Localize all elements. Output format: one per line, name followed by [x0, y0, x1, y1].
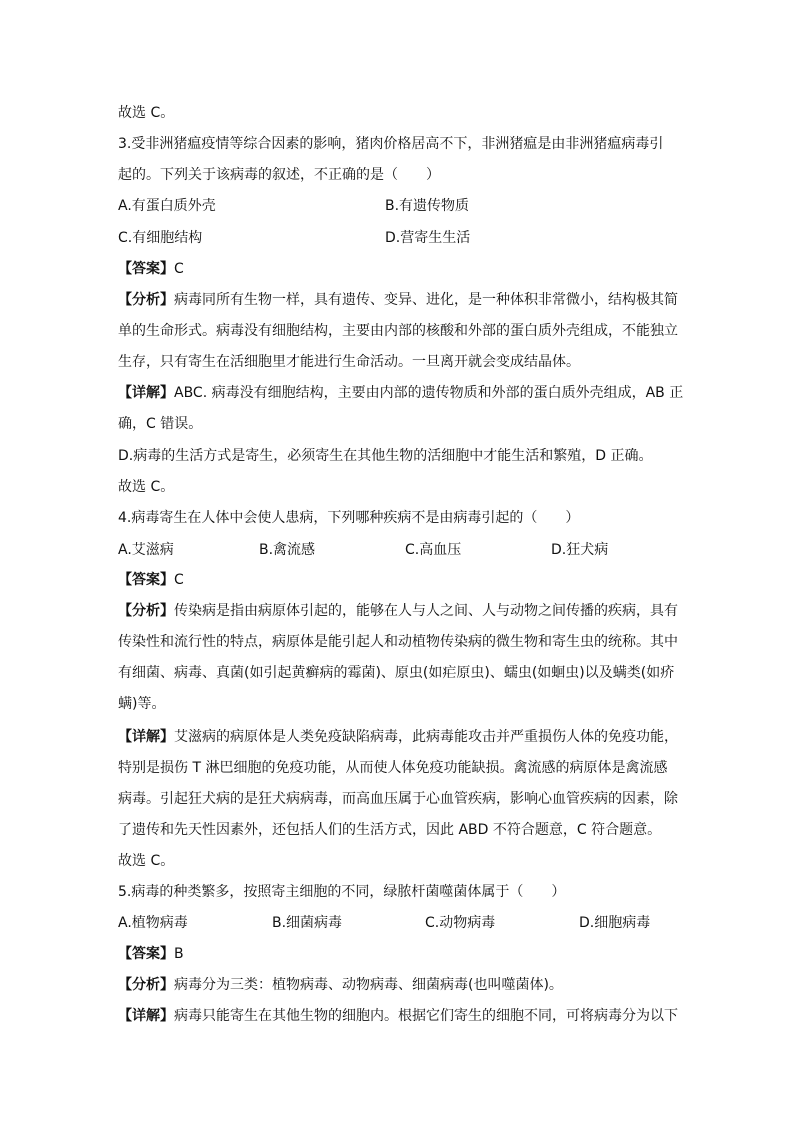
answer-tag: 【答案】 — [118, 572, 174, 588]
analysis-text: 病毒同所有生物一样，具有遗传、变异、进化，是一种体积非常微小，结构极其简 — [174, 292, 678, 308]
q5-option-c: C.动物病毒 — [425, 915, 496, 931]
q3-option-a: A.有蛋白质外壳 — [118, 198, 216, 214]
q5-detail-line1 — [118, 1006, 678, 1026]
detail-tag: 【详解】 — [118, 729, 174, 745]
detail-text: ABC. 病毒没有细胞结构，主要由内部的遗传物质和外部的蛋白质外壳组成，AB 正 — [174, 385, 684, 401]
q4-option-d: D.狂犬病 — [551, 542, 609, 558]
q4-detail-line3: 病毒。引起狂犬病的是狂犬病病毒，而高血压属于心血管疾病，影响心血管疾病的因素，除 — [118, 791, 678, 807]
q3-answer — [118, 259, 184, 279]
q5-stem-line1: 5.病毒的种类繁多，按照寄主细胞的不同，绿脓杆菌噬菌体属于（ ） — [118, 884, 566, 900]
q4-analysis-line2: 传染性和流行性的特点，病原体是能引起人和动植物传染病的微生物和寄生虫的统称。其中 — [118, 634, 678, 650]
answer-value: B — [174, 946, 184, 962]
q2-conclusion: 故选 C。 — [118, 105, 175, 121]
analysis-tag: 【分析】 — [118, 603, 174, 619]
q4-analysis-line4: 螨)等。 — [118, 696, 166, 712]
detail-text: 艾滋病的病原体是人类免疫缺陷病毒，此病毒能攻击并严重损伤人体的免疫功能， — [174, 729, 678, 745]
q3-detail-line1 — [118, 383, 683, 403]
answer-tag: 【答案】 — [118, 946, 174, 962]
q3-stem-line2: 起的。下列关于该病毒的叙述，不正确的是（ ） — [118, 167, 440, 183]
q4-option-c: C.高血压 — [405, 542, 462, 558]
q4-analysis-line1 — [118, 601, 678, 621]
analysis-text: 病毒分为三类：植物病毒、动物病毒、细菌病毒(也叫噬菌体)。 — [174, 977, 563, 993]
q4-detail-line1 — [118, 727, 678, 747]
answer-value: C — [174, 572, 184, 588]
q3-detail-line2: 确，C 错误。 — [118, 416, 203, 432]
q5-option-d: D.细胞病毒 — [579, 915, 651, 931]
q4-option-a: A.艾滋病 — [118, 542, 174, 558]
q3-analysis-line1 — [118, 290, 678, 310]
q3-option-c: C.有细胞结构 — [118, 230, 203, 246]
answer-tag: 【答案】 — [118, 261, 174, 277]
q4-option-b: B.禽流感 — [259, 542, 316, 558]
analysis-tag: 【分析】 — [118, 292, 174, 308]
q3-detail-line3: D.病毒的生活方式是寄生，必须寄生在其他生物的活细胞中才能生活和繁殖，D 正确。 — [118, 448, 653, 464]
analysis-text: 传染病是指由病原体引起的，能够在人与人之间、人与动物之间传播的疾病，具有 — [174, 603, 678, 619]
q4-detail-line2: 特别是损伤 T 淋巴细胞的免疫功能，从而使人体免疫功能缺损。禽流感的病原体是禽流感 — [118, 760, 668, 776]
q4-detail-line4: 了遗传和先天性因素外，还包括人们的生活方式，因此 ABD 不符合题意，C 符合题意。 — [118, 822, 662, 838]
detail-tag: 【详解】 — [118, 1008, 174, 1024]
q5-answer — [118, 944, 184, 964]
q4-stem-line1: 4.病毒寄生在人体中会使人患病，下列哪种疾病不是由病毒引起的（ ） — [118, 510, 580, 526]
q3-option-b: B.有遗传物质 — [385, 198, 470, 214]
answer-value: C — [174, 261, 184, 277]
detail-text: 病毒只能寄生在其他生物的细胞内。根据它们寄生的细胞不同，可将病毒分为以下 — [174, 1008, 678, 1024]
q4-conclusion: 故选 C。 — [118, 853, 175, 869]
q5-analysis-line1 — [118, 975, 563, 995]
q5-option-a: A.植物病毒 — [118, 915, 188, 931]
q5-option-b: B.细菌病毒 — [272, 915, 343, 931]
analysis-tag: 【分析】 — [118, 977, 174, 993]
q3-stem-line1: 3.受非洲猪瘟疫情等综合因素的影响，猪肉价格居高不下，非洲猪瘟是由非洲猪瘟病毒引 — [118, 136, 664, 152]
q3-conclusion: 故选 C。 — [118, 479, 175, 495]
q3-analysis-line3: 生存，只有寄生在活细胞里才能进行生命活动。一旦离开就会变成结晶体。 — [118, 354, 580, 370]
q3-option-d: D.营寄生生活 — [385, 230, 471, 246]
detail-tag: 【详解】 — [118, 385, 174, 401]
q3-analysis-line2: 单的生命形式。病毒没有细胞结构，主要由内部的核酸和外部的蛋白质外壳组成，不能独立 — [118, 323, 678, 339]
q4-answer — [118, 570, 184, 590]
q4-analysis-line3: 有细菌、病毒、真菌(如引起黄癣病的霉菌)、原虫(如疟原虫)、蠕虫(如蛔虫)以及螨类(如疥 — [118, 665, 675, 681]
